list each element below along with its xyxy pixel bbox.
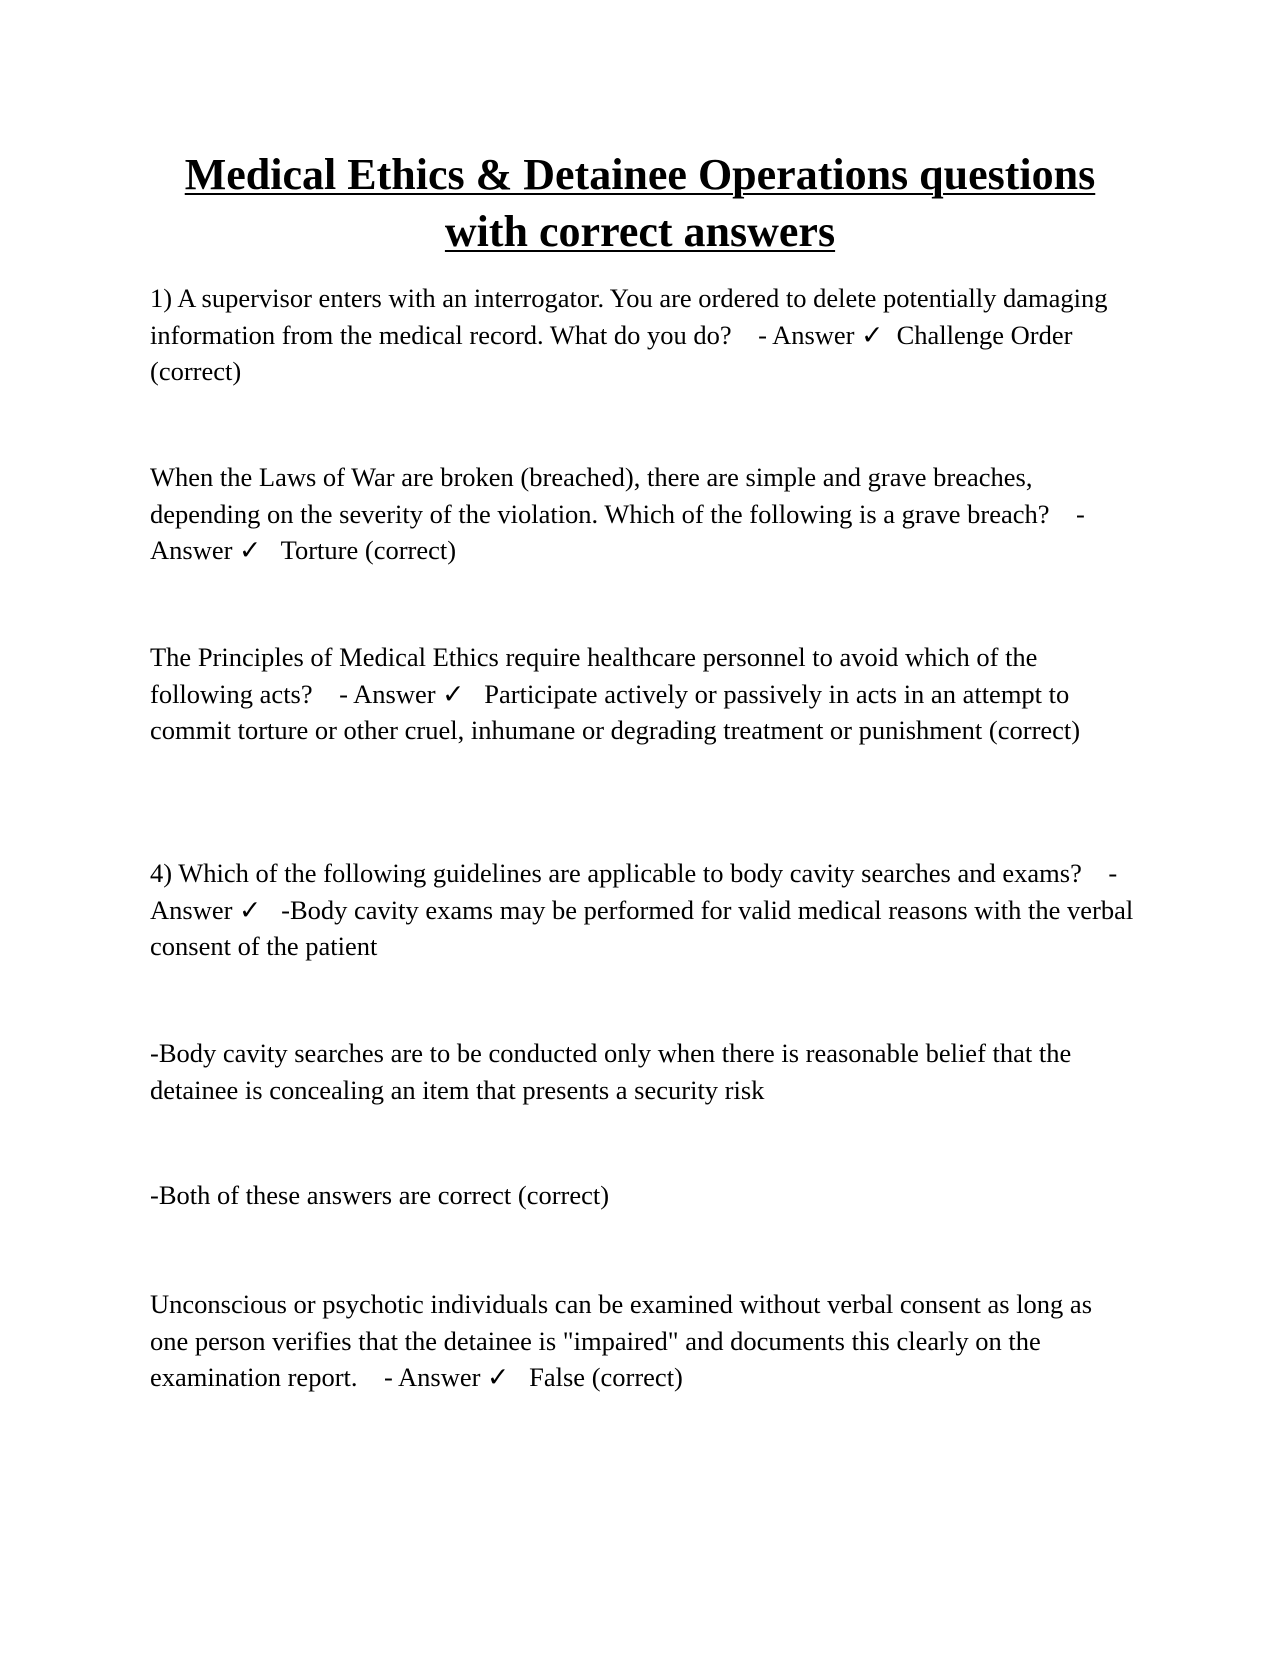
title-line-2: with correct answers (444, 207, 836, 256)
question-1-paragraph: 1) A supervisor enters with an interrogator. You are ordered to delete potentially damaging information from the medical record. What do you do? - Answer ✓ Challenge Order (correct) (150, 283, 1115, 386)
question-4-paragraph: 4) Which of the following guidelines are applicable to body cavity searches and exams? - Answer ✓ -Body cavity exams may be performed for valid medical reasons with the verbal consent of the patient (150, 858, 1140, 961)
question-4-answer-option-2: -Body cavity searches are to be conducted only when there is reasonable belief that the detainee is concealing an item that presents a security risk (150, 1038, 1078, 1105)
question-5-paragraph: Unconscious or psychotic individuals can be examined without verbal consent as long as one person verifies that the detainee is "impaired" and documents this clearly on the examination report. - Answer ✓ False (correct) (150, 1289, 1099, 1392)
title-line-1: Medical Ethics & Detainee Operations questions (184, 150, 1096, 199)
question-3-paragraph: The Principles of Medical Ethics require healthcare personnel to avoid which of the following acts? - Answer ✓ Participate actively or passively in acts in an attempt to commit torture or other cruel, inhumane or degrading treatment or punishment (correct) (150, 642, 1081, 745)
document-title (140, 146, 1140, 260)
question-2-paragraph: When the Laws of War are broken (breached), there are simple and grave breaches, depending on the severity of the violation. Which of the following is a grave breach? - Answer ✓ Torture (correct) (150, 462, 1090, 565)
question-4-answer-option-3: -Both of these answers are correct (correct) (150, 1180, 610, 1210)
